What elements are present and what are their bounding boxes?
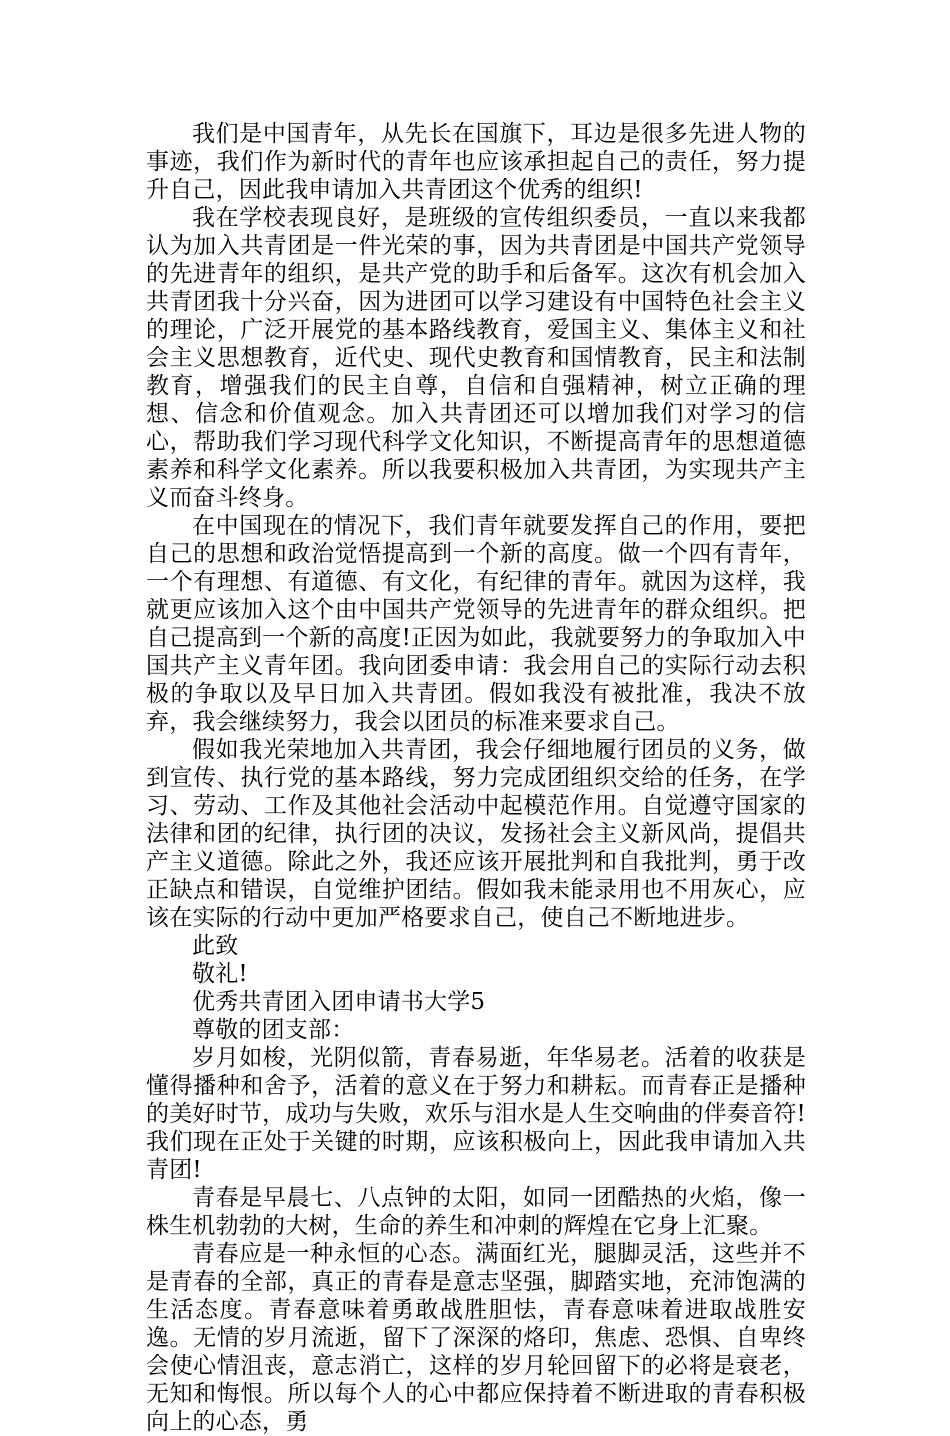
- closing-ci-zhi: 此致: [192, 933, 239, 959]
- paragraph-1: 我们是中国青年，从先长在国旗下，耳边是很多先进人物的事迹，我们作为新时代的青年也应该承担起自己的责任，努力提升自己，因此我申请加入共青团这个优秀的组织!: [146, 121, 806, 203]
- document-body: [146, 120, 806, 1436]
- salutation: 尊敬的团支部：: [192, 1017, 355, 1043]
- closing-jing-li: 敬礼!: [192, 961, 248, 987]
- paragraph-5: 岁月如梭，光阴似箭，青春易逝，年华易老。活着的收获是懂得播种和舍予，活着的意义在于努力和耕耘。而青春正是播种的美好时节，成功与失败，欢乐与泪水是人生交响曲的伴奏音符!我们现在正处于关键的时期，应该积极向上，因此我申请加入共青团!: [146, 1045, 806, 1183]
- paragraph-4: 假如我光荣地加入共青团，我会仔细地履行团员的义务，做到宣传、执行党的基本路线，努力完成团组织交给的任务，在学习、劳动、工作及其他社会活动中起模范作用。自觉遵守国家的法律和团的纪律，执行团的决议，发扬社会主义新风尚，提倡共产主义道德。除此之外，我还应该开展批判和自我批判，勇于改正缺点和错误，自觉维护团结。假如我未能录用也不用灰心，应该在实际的行动中更加严格要求自己，使自己不断地进步。: [146, 737, 806, 931]
- section-title: 优秀共青团入团申请书大学5: [192, 989, 486, 1015]
- paragraph-6: 青春是早晨七、八点钟的太阳，如同一团酷热的火焰，像一株生机勃勃的大树，生命的养生和冲刺的辉煌在它身上汇聚。: [146, 1185, 806, 1239]
- paragraph-3: 在中国现在的情况下，我们青年就要发挥自己的作用，要把自己的思想和政治觉悟提高到一个新的高度。做一个四有青年，一个有理想、有道德、有文化，有纪律的青年。就因为这样，我就更应该加入这个由中国共产党领导的先进青年的群众组织。把自己提高到一个新的高度!正因为如此，我就要努力的争取加入中国共产主义青年团。我向团委申请：我会用自己的实际行动去积极的争取以及早日加入共青团。假如我没有被批准，我决不放弃，我会继续努力，我会以团员的标准来要求自己。: [146, 513, 806, 735]
- paragraph-2: 我在学校表现良好，是班级的宣传组织委员，一直以来我都认为加入共青团是一件光荣的事，因为共青团是中国共产党领导的先进青年的组织，是共产党的助手和后备军。这次有机会加入共青团我十分兴奋，因为进团可以学习建设有中国特色社会主义的理论，广泛开展党的基本路线教育，爱国主义、集体主义和社会主义思想教育，近代史、现代史教育和国情教育，民主和法制教育，增强我们的民主自尊，自信和自强精神，树立正确的理想、信念和价值观念。加入共青团还可以增加我们对学习的信心，帮助我们学习现代科学文化知识，不断提高青年的思想道德素养和科学文化素养。所以我要积极加入共青团，为实现共产主义而奋斗终身。: [146, 205, 806, 511]
- paragraph-7: 青春应是一种永恒的心态。满面红光，腿脚灵活，这些并不是青春的全部，真正的青春是意志坚强，脚踏实地，充沛饱满的生活态度。青春意味着勇敢战胜胆怯，青春意味着进取战胜安逸。无情的岁月流逝，留下了深深的烙印，焦虑、恐惧、自卑终会使心情沮丧，意志消亡，这样的岁月轮回留下的必将是衰老，无知和悔恨。所以每个人的心中都应保持着不断进取的青春积极向上的心态，勇: [146, 1241, 806, 1435]
